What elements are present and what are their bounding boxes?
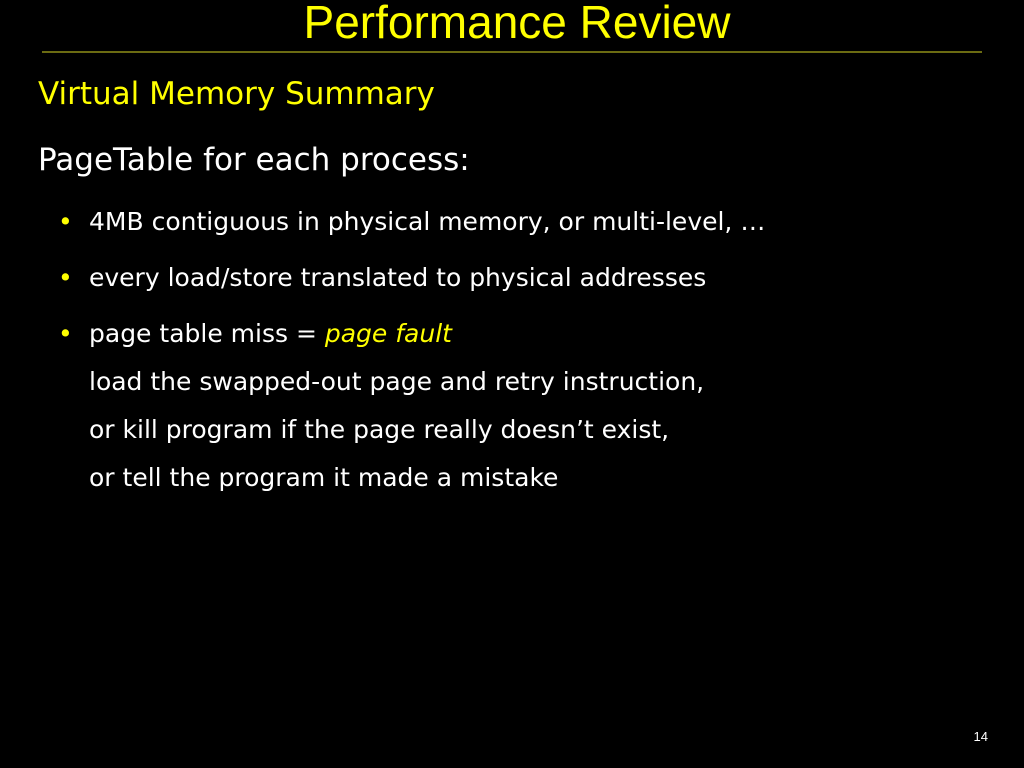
bullet-dot-icon: • [58,207,73,236]
bullet-dot-icon: • [58,319,73,348]
bullet-item [58,254,998,302]
bullet-text: 4MB contiguous in physical memory, or multi-level, … [89,207,766,236]
page-number: 14 [973,729,988,744]
bullet-item [58,198,998,246]
bullet-list [58,198,998,510]
bullet-text [89,319,452,348]
slide-subtitle: Virtual Memory Summary [38,76,435,112]
bullet-prefix: page table miss = [89,319,325,348]
bullet-item [58,310,998,502]
bullet-continuation-line: load the swapped-out page and retry instruction, [89,367,705,396]
section-heading: PageTable for each process: [38,142,470,178]
bullet-text: every load/store translated to physical addresses [89,263,707,292]
bullet-continuation-line: or tell the program it made a mistake [89,463,559,492]
title-divider [42,51,982,53]
slide-title: Performance Review [303,0,731,48]
bullet-continuation-line: or kill program if the page really doesn’t exist, [89,415,670,444]
bullet-dot-icon: • [58,263,73,292]
page-fault-emphasis: page fault [324,319,452,348]
